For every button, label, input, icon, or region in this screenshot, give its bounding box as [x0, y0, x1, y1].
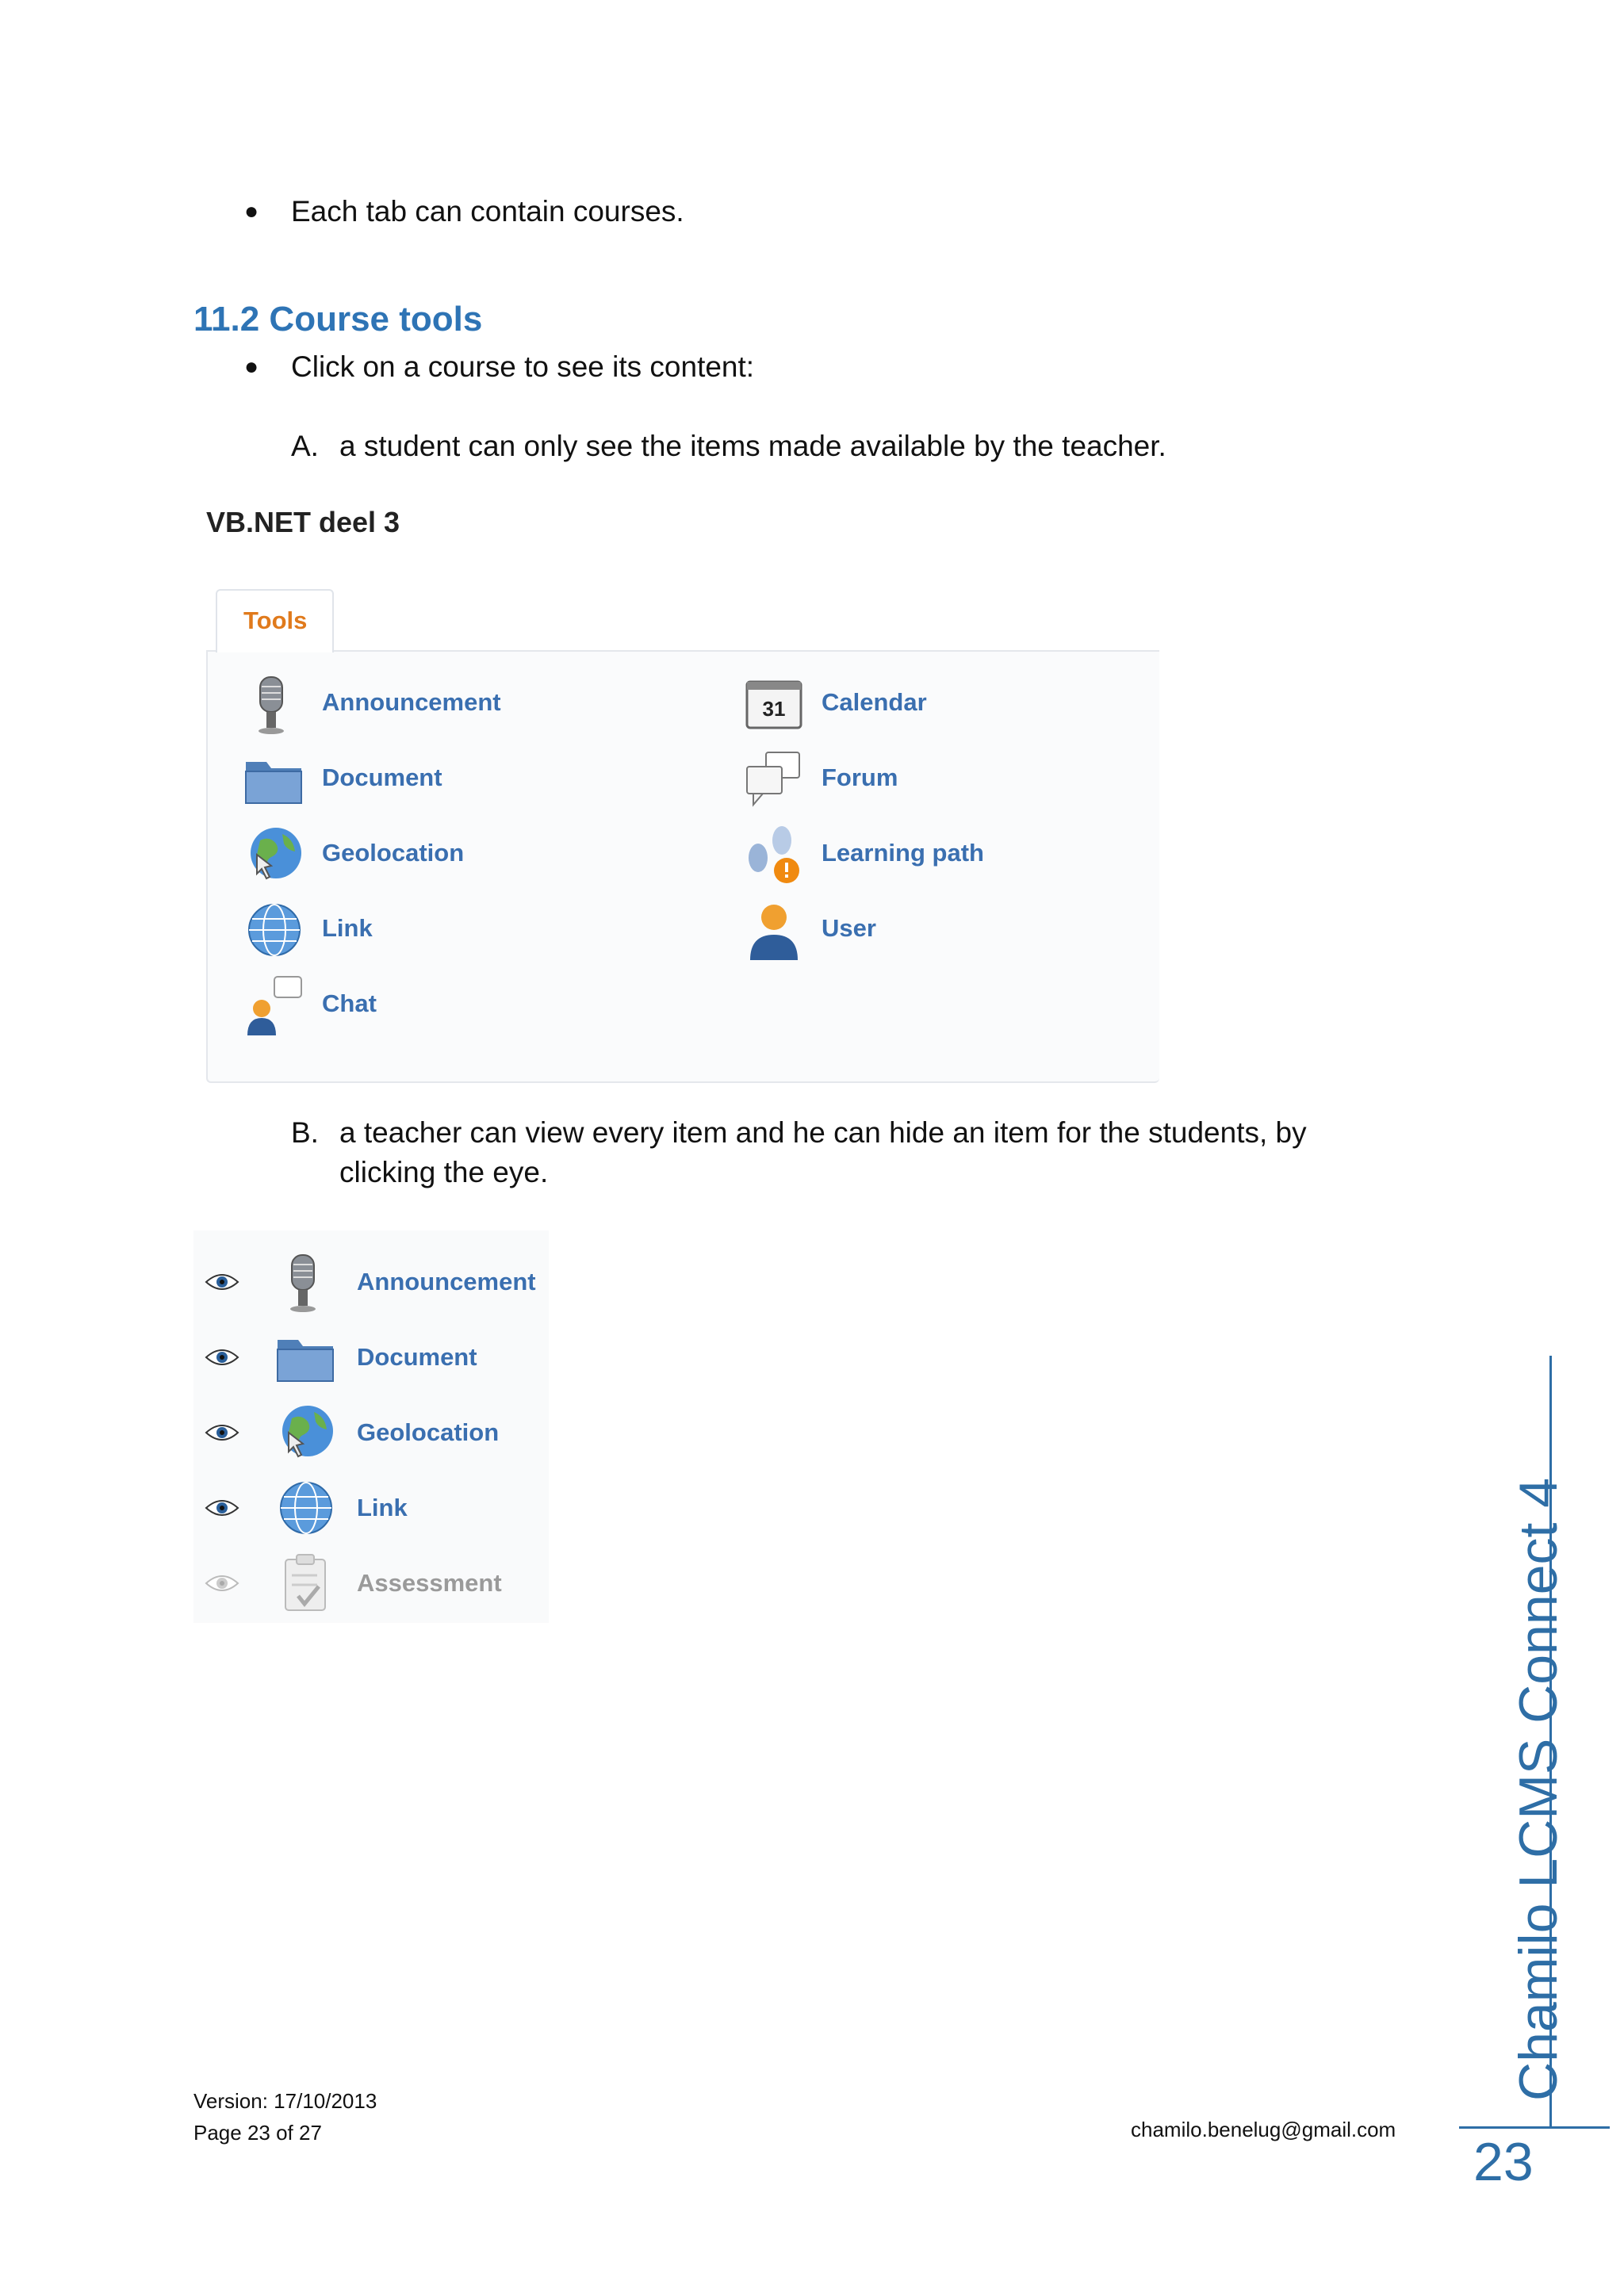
item-b-marker: B. — [291, 1116, 319, 1149]
eye-visible-icon[interactable] — [205, 1270, 239, 1294]
calendar-icon — [742, 672, 806, 736]
user-icon — [742, 898, 806, 962]
tab-tools-label: Tools — [243, 607, 308, 634]
section-bullet-text: Click on a course to see its content: — [291, 350, 755, 383]
tool-row — [193, 1397, 549, 1468]
tool-label: Announcement — [322, 688, 501, 716]
folder-icon — [243, 748, 306, 811]
bullet-dot: ● — [244, 198, 259, 224]
globe-icon — [243, 898, 306, 962]
tool-row — [193, 1472, 549, 1544]
eye-visible-icon[interactable] — [205, 1496, 239, 1520]
tool-label[interactable]: Link — [357, 1494, 408, 1521]
clipboard-check-icon — [274, 1552, 338, 1615]
eye-visible-icon[interactable] — [205, 1421, 239, 1445]
footer-page: Page 23 of 27 — [193, 2121, 322, 2145]
tab-tools[interactable] — [216, 589, 334, 652]
microphone-icon — [243, 672, 306, 736]
tool-label: Document — [322, 763, 442, 791]
item-b-text-line2: clicking the eye. — [339, 1156, 549, 1188]
chat-user-icon — [243, 974, 306, 1037]
folder-icon — [274, 1326, 338, 1389]
tool-label[interactable]: Announcement — [357, 1268, 536, 1295]
footer-email: chamilo.benelug@gmail.com — [1131, 2118, 1396, 2141]
tool-label: Forum — [822, 763, 898, 791]
calendar-day: 31 — [762, 697, 786, 721]
globe-icon — [274, 1476, 338, 1540]
student-tools-screenshot — [198, 490, 1158, 1093]
side-horizontal-rule — [1459, 2126, 1610, 2129]
globe-pointer-icon — [243, 823, 306, 886]
forum-bubbles-icon — [742, 748, 806, 811]
tool-label: Geolocation — [322, 839, 465, 867]
eye-visible-icon[interactable] — [205, 1345, 239, 1369]
tool-label: Chat — [322, 989, 377, 1017]
tool-label: Link — [322, 914, 373, 942]
tool-row-hidden — [193, 1548, 549, 1619]
item-b-text-line1: a teacher can view every item and he can hide an item for the students, by — [339, 1116, 1307, 1149]
tool-label: Learning path — [822, 839, 984, 867]
footer-version: Version: 17/10/2013 — [193, 2089, 377, 2113]
microphone-icon — [274, 1250, 338, 1314]
tool-label: User — [822, 914, 876, 942]
intro-bullet-text: Each tab can contain courses. — [291, 195, 684, 228]
teacher-tools-screenshot — [193, 1230, 549, 1623]
tool-row — [193, 1246, 549, 1318]
page-number: 23 — [1473, 2132, 1534, 2192]
tool-label[interactable]: Document — [357, 1343, 477, 1371]
course-title: VB.NET deel 3 — [206, 506, 400, 538]
section-heading: 11.2 Course tools — [193, 300, 483, 339]
side-title: Chamilo LCMS Connect 4 — [1508, 1477, 1568, 2101]
tool-label[interactable]: Geolocation — [357, 1418, 500, 1446]
tool-row — [193, 1322, 549, 1393]
item-a-marker: A. — [291, 430, 319, 462]
bullet-dot: ● — [244, 354, 259, 380]
tool-label[interactable]: Assessment — [357, 1569, 502, 1597]
tool-label: Calendar — [822, 688, 927, 716]
footprints-icon — [742, 823, 806, 886]
item-a-text: a student can only see the items made available by the teacher. — [339, 430, 1166, 462]
eye-hidden-icon[interactable] — [205, 1571, 239, 1595]
globe-pointer-icon — [274, 1401, 338, 1464]
